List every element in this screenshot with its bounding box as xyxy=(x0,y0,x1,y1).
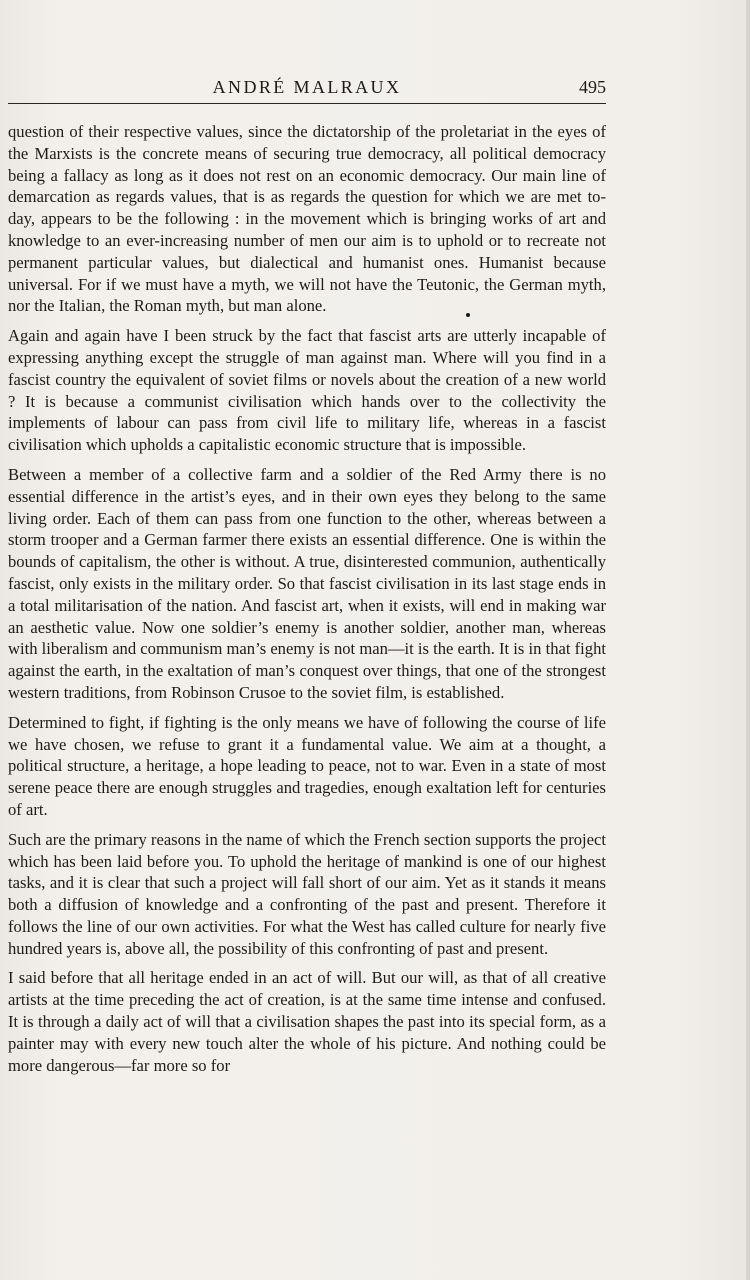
paragraph-5: Such are the primary reasons in the name of which the French section supports the project which has been laid before you. To uphold the heritage of mankind is one of our highest tasks, and it is clear that such a project will fall short of our aim. Yet as it stands it means both a diffusion of knowledge and a confronting of the past and present. Therefore it follows the line of our own activities. For what the West has called culture for nearly five hundred years is, above all, the possibility of this confronting of past and present. xyxy=(8,829,606,958)
paragraph-1: question of their respective values, since the dictatorship of the proletariat in the eyes of the Marxists is the concrete means of securing true democracy, all political democracy being a fallacy as long as it does not rest on an economic democracy. Our main line of demarcation as regards values, that is as regards the question for which we are met to-day, appears to be the following : in the movement which is bringing works of art and knowledge to an ever-increasing number of men our aim is to uphold or to recreate not permanent particular values, but dialectical and humanist ones. Humanist because universal. For if we must have a myth, we will not have the Teutonic, the German myth, nor the Italian, the Roman myth, but man alone. xyxy=(8,122,606,316)
ink-speck xyxy=(466,313,470,317)
header-rule xyxy=(8,103,606,104)
body-text xyxy=(8,121,606,1084)
page-number: 495 xyxy=(579,77,606,97)
paragraph-4: Determined to fight, if fighting is the only means we have of following the course of life we have chosen, we refuse to grant it a fundamental value. We aim at a thought, a political structure, a heritage, a hope leading to peace, not to war. Even in a state of most serene peace there are enough struggles and tragedies, enough exaltation left for centuries of art. xyxy=(8,712,606,819)
paragraph-3: Between a member of a collective farm and a soldier of the Red Army there is no essential difference in the artist’s eyes, and in their own eyes they belong to the same living order. Each of them can pass from one function to the other, whereas between a storm trooper and a German farmer there exists an essential difference. One is within the bounds of capitalism, the other is without. A true, disinterested communion, authentically fascist, only exists in the military order. So that fascist civilisation in its last stage ends in a total militarisation of the nation. And fascist art, when it exists, will end in making war an aesthetic value. Now one soldier’s enemy is another soldier, another man, whereas with liberalism and communism man’s enemy is not man—it is the earth. It is in that fight against the earth, in the exaltation of man’s conquest over things, that one of the strongest western traditions, from Robinson Crusoe to the soviet film, is established. xyxy=(8,464,606,702)
page-header xyxy=(8,77,606,105)
page-edge xyxy=(746,0,750,1280)
running-head: ANDRÉ MALRAUX xyxy=(212,77,402,97)
paragraph-6: I said before that all heritage ended in an act of will. But our will, as that of all creative artists at the time preceding the act of creation, is at the same time intense and confused. It is through a daily act of will that a civilisation shapes the past into its special form, as a painter may with every new touch alter the whole of his picture. And nothing could be more dangerous—far more so for xyxy=(8,968,606,1075)
paragraph-2: Again and again have I been struck by the fact that fascist arts are utterly incapable of expressing anything except the struggle of man against man. Where will you find in a fascist country the equivalent of soviet films or novels about the creation of a new world ? It is because a communist civilisation which hands over to the collectivity the implements of labour can pass from civil life to military life, whereas in a fascist civilisation which upholds a capitalistic economic structure that is impossible. xyxy=(8,326,606,455)
